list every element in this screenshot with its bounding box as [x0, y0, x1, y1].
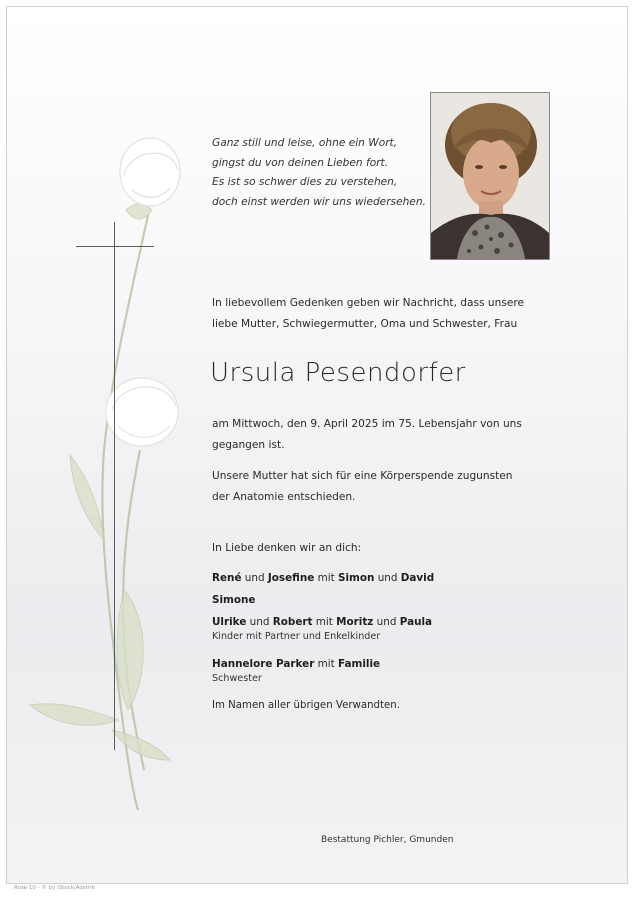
death-notice-line: gegangen ist. [212, 439, 285, 451]
donation-note [212, 466, 542, 508]
connector: mit [314, 572, 338, 584]
mourner-name: Robert [272, 616, 313, 628]
mourner-name: Hannelore Parker [212, 658, 315, 670]
connector: mit [312, 616, 337, 628]
poem [212, 134, 427, 212]
mourner-name: Ulrike [212, 616, 247, 628]
mourner-name: Josefine [267, 572, 315, 584]
mourner-name: Simon [337, 572, 375, 584]
mourner-name: David [400, 572, 435, 584]
poem-line: doch einst werden wir uns wiedersehen. [212, 195, 426, 208]
portrait-image [431, 93, 549, 259]
undertaker-credit: Bestattung Pichler, Gmunden [321, 835, 454, 845]
remembrance-intro: In Liebe denken wir an dich: [212, 542, 362, 554]
donation-line: der Anatomie entschieden. [212, 491, 356, 503]
donation-line: Unsere Mutter hat sich für eine Körperspende zugunsten [212, 470, 513, 482]
connector: und [241, 572, 268, 584]
mourner-name: Simone [212, 594, 256, 606]
poem-line: gingst du von deinen Lieben fort. [212, 156, 389, 169]
mourner-row [212, 570, 542, 586]
death-notice-line: am Mittwoch, den 9. April 2025 im 75. Lebensjahr von uns [212, 418, 522, 430]
connector: mit [314, 658, 339, 670]
intro-line: liebe Mutter, Schwiegermutter, Oma und Schwester, Frau [212, 318, 518, 330]
poem-line: Es ist so schwer dies zu verstehen, [212, 176, 398, 188]
mourner-name: René [212, 572, 242, 584]
mourner-row [212, 592, 542, 608]
death-notice [212, 414, 542, 456]
intro-text [212, 293, 542, 335]
connector: und [246, 616, 273, 628]
connector: und [373, 616, 400, 628]
mourner-relation: Kinder mit Partner und Enkelkinder [212, 631, 381, 642]
connector: und [374, 572, 401, 584]
mourner-row [212, 656, 542, 672]
cross-vertical-bar [114, 222, 115, 750]
mourners-list [212, 570, 542, 686]
poem-line: Ganz still und leise, ohne ein Wort, [212, 137, 398, 149]
deceased-name: Ursula Pesendorfer [210, 358, 466, 388]
white-rose-icon [20, 120, 200, 820]
mourner-name: Moritz [336, 616, 374, 628]
mourner-relation: Schwester [212, 673, 262, 684]
mourner-row [212, 614, 542, 630]
cross-horizontal-bar [76, 246, 154, 247]
portrait-photo [430, 92, 550, 260]
mourner-name: Paula [399, 616, 433, 628]
mourner-name: Familie [338, 658, 381, 670]
image-credit: Rose 10 - © by iStock/Aostrik [14, 885, 95, 891]
intro-line: In liebevollem Gedenken geben wir Nachricht, dass unsere [212, 297, 525, 309]
closing-line: Im Namen aller übrigen Verwandten. [212, 700, 400, 711]
